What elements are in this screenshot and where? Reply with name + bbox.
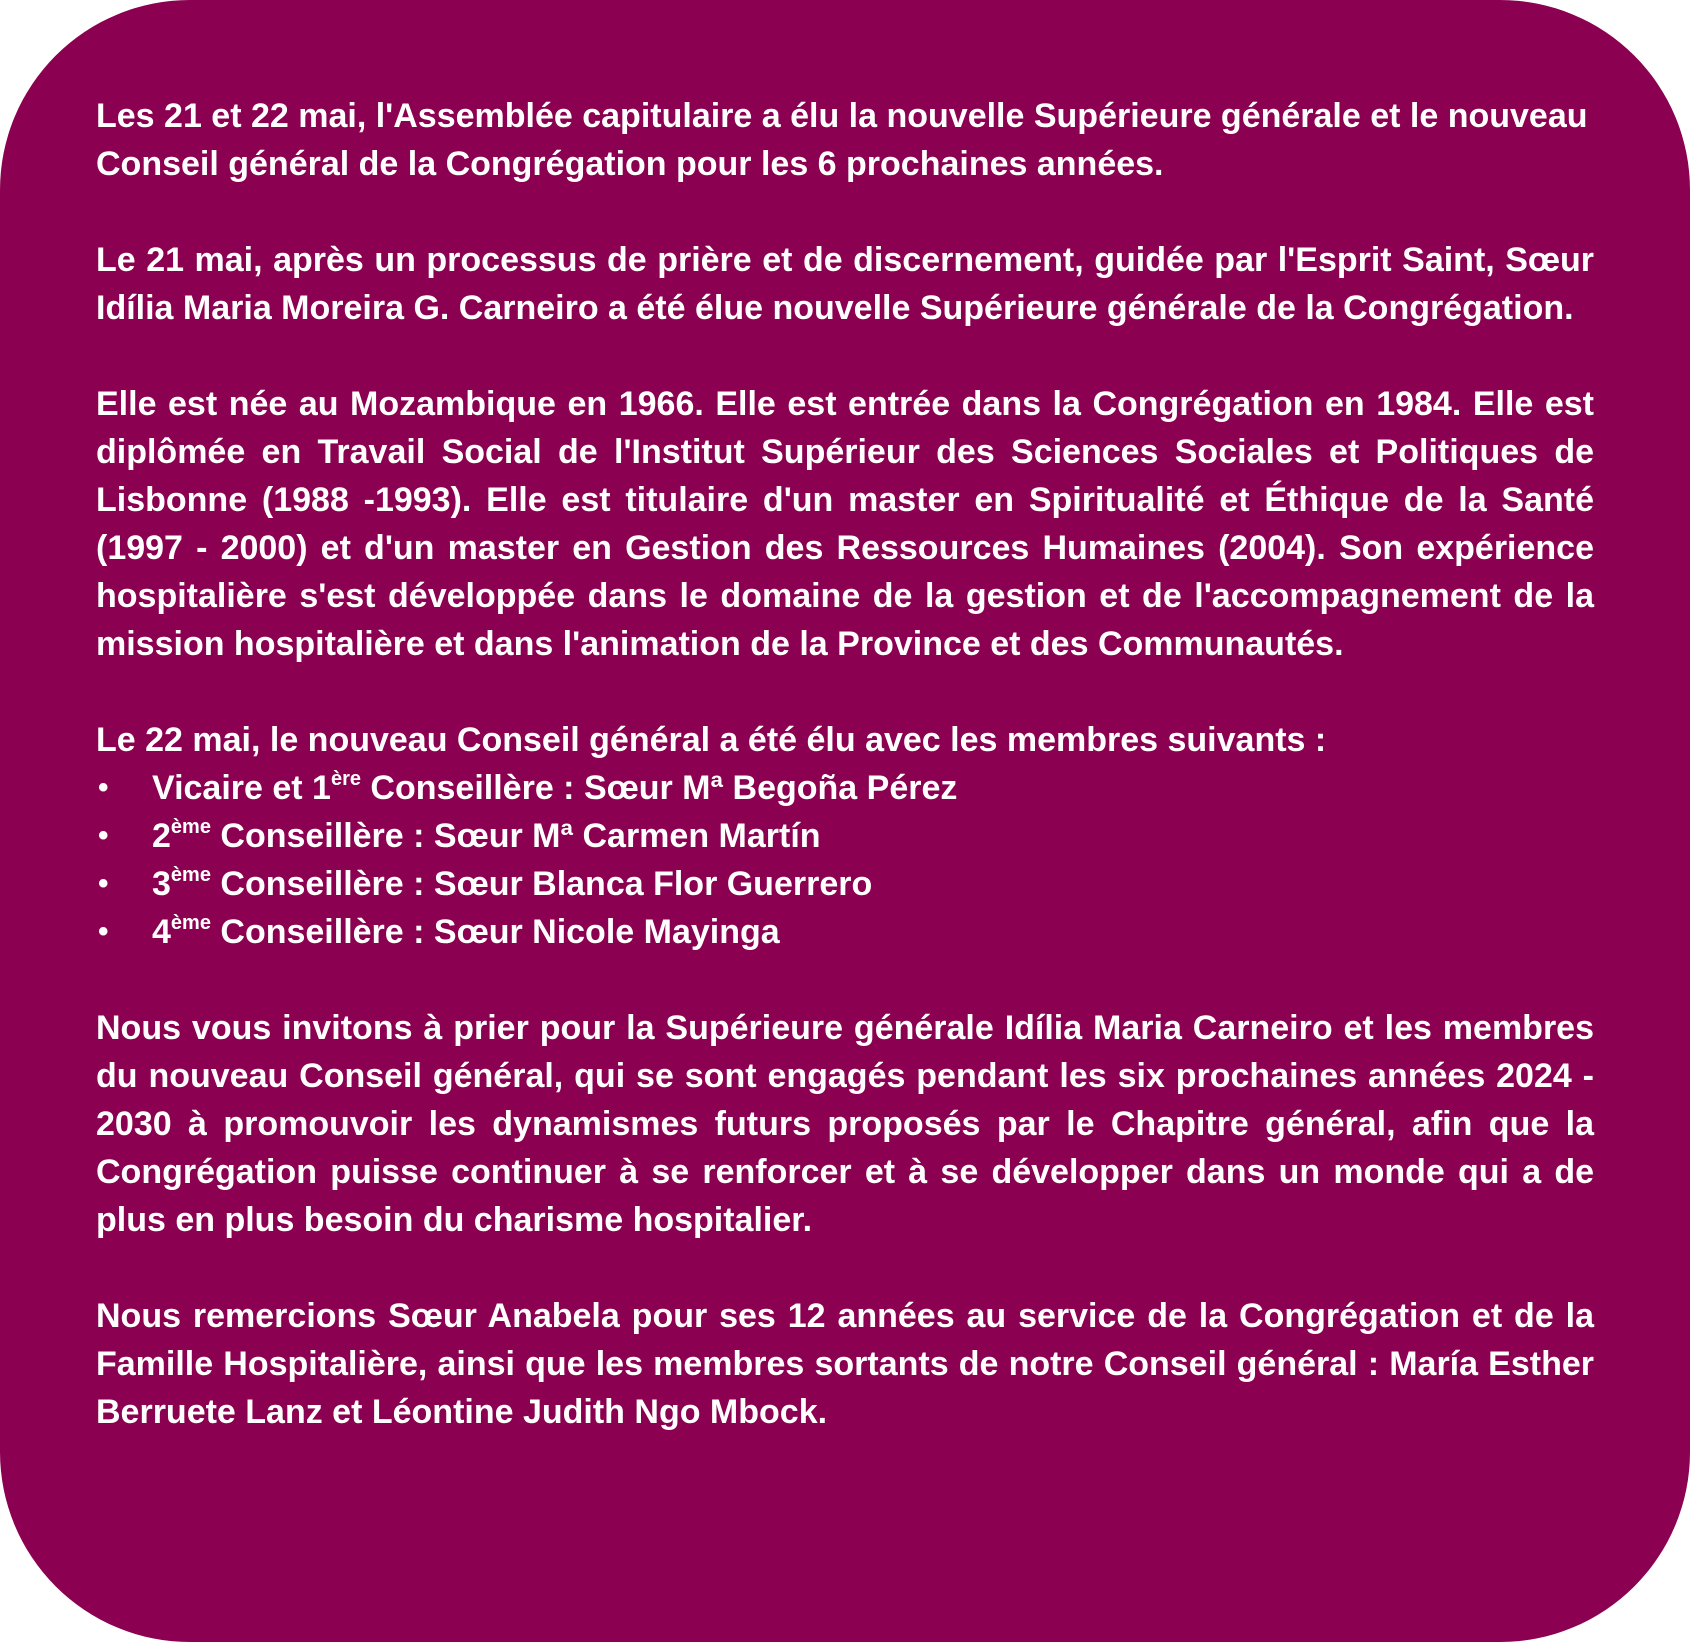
list-item [96,908,1594,956]
prayer-paragraph: Nous vous invitons à prier pour la Supérieure générale Idília Maria Carneiro et les membres du nouveau Conseil général, qui se sont engagés pendant les six prochaines années 2024 - 2030 à promouvoir les dynamismes futurs proposés par le Chapitre général, afin que la Congrégation puisse continuer à se renforcer et à se développer dans un monde qui a de plus en plus besoin du charisme hospitalier. [96,1009,1594,1239]
member-role-prefix: 2 [152,817,171,855]
member-role-suffix: Conseillère : [210,865,434,903]
council-intro-paragraph: Le 22 mai, le nouveau Conseil général a été élu avec les membres suivants : [96,721,1327,759]
member-role-suffix: Conseillère : [210,913,434,951]
member-role-suffix: Conseillère : [360,769,584,807]
biography-paragraph: Elle est née au Mozambique en 1966. Elle est entrée dans la Congrégation en 1984. Elle est diplômée en Travail Social de l'Institut Supérieur des Sciences Sociales et Politiques de Lisbonne (1988 -1993). Elle est titulaire d'un master en Spiritualité et Éthique de la Santé (1997 - 2000) et d'un master en Gestion des Ressources Humaines (2004). Son expérience hospitalière s'est développée dans le domaine de la gestion et de l'accompagnement de la mission hospitalière et dans l'animation de la Province et des Communautés. [96,385,1594,663]
intro-paragraph: Les 21 et 22 mai, l'Assemblée capitulaire a élu la nouvelle Supérieure générale et le nouveau Conseil général de la Congrégation pour les 6 prochaines années. [96,97,1588,183]
list-item [96,764,1594,812]
member-name: Sœur Mª Carmen Martín [433,817,821,855]
member-name: Sœur Blanca Flor Guerrero [433,865,873,903]
member-role-ordinal: ème [170,816,211,838]
bullet-icon: • [98,867,109,900]
paragraph-spacer [96,956,1594,1004]
member-name: Sœur Mª Begoña Pérez [583,769,958,807]
paragraph-spacer [96,188,1594,236]
member-role-prefix: 3 [152,865,171,903]
member-role-prefix: 4 [152,913,171,951]
thanks-paragraph: Nous remercions Sœur Anabela pour ses 12 années au service de la Congrégation et de la Famille Hospitalière, ainsi que les membres sortants de notre Conseil général : María Esther Berruete Lanz et Léontine Judith Ngo Mbock. [96,1297,1594,1431]
member-role-ordinal: ème [170,864,211,886]
paragraph-spacer [96,1244,1594,1292]
member-role-suffix: Conseillère : [210,817,434,855]
council-members-list [96,764,1594,956]
member-role-ordinal: ème [170,912,211,934]
bullet-icon: • [98,771,109,804]
member-name: Sœur Nicole Mayinga [433,913,780,951]
member-role-prefix: Vicaire et 1 [152,769,331,807]
bullet-icon: • [98,819,109,852]
paragraph-spacer [96,668,1594,716]
list-item [96,812,1594,860]
election-paragraph: Le 21 mai, après un processus de prière et de discernement, guidée par l'Esprit Saint, Sœur Idília Maria Moreira G. Carneiro a été élue nouvelle Supérieure générale de la Congrégation. [96,241,1594,327]
bullet-icon: • [98,915,109,948]
paragraph-spacer [96,332,1594,380]
member-role-ordinal: ère [330,768,361,790]
list-item [96,860,1594,908]
